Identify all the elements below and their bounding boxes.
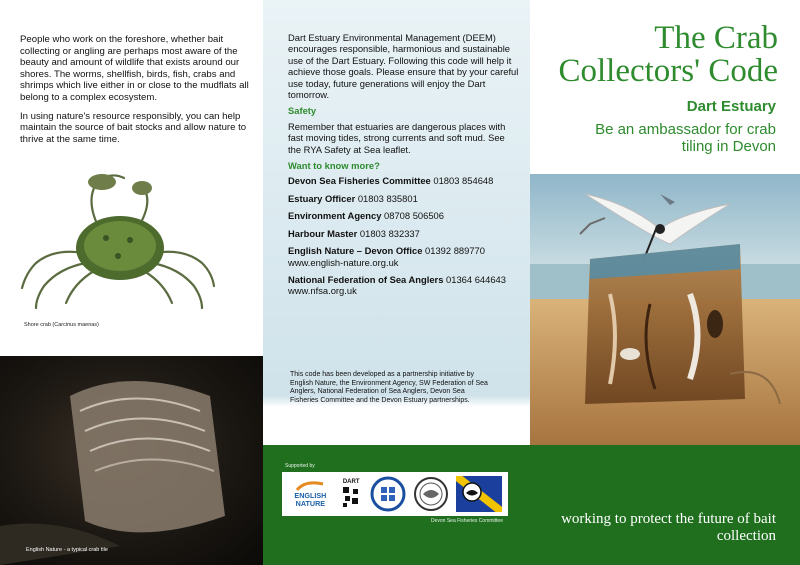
contact-name: Harbour Master bbox=[288, 227, 358, 239]
deem-intro: Dart Estuary Environmental Management (DEEM) encourages responsible, harmonious and sustainable use of the Dart Estuary. Following this code will help it achieve those goals. Please ensure that by your careful use today, future generations will enjoy the Dart tomorrow. bbox=[288, 32, 519, 101]
sea-fisheries-flag-logo bbox=[456, 475, 502, 513]
contact-website[interactable]: www.nfsa.org.uk bbox=[288, 285, 357, 297]
contact-name: Devon Sea Fisheries Committee bbox=[288, 175, 431, 187]
right-panel bbox=[530, 0, 800, 565]
fisheries-seal-logo bbox=[413, 475, 449, 513]
nfsa-logo bbox=[370, 475, 406, 513]
supporter-logos bbox=[282, 472, 508, 516]
contact-name: Estuary Officer bbox=[288, 192, 356, 204]
photo-caption: English Nature - a typical crab tile bbox=[26, 547, 108, 553]
fish-seal-icon bbox=[413, 476, 449, 512]
contact-website[interactable]: www.english-nature.org.uk bbox=[288, 256, 399, 268]
sea-fisheries-flag-icon bbox=[456, 476, 502, 512]
contact-entry bbox=[288, 210, 520, 221]
contact-entry bbox=[288, 175, 520, 186]
contact-name: Environment Agency bbox=[288, 210, 382, 222]
left-panel bbox=[0, 0, 263, 565]
nfsa-emblem-icon bbox=[370, 476, 406, 512]
slogan-band bbox=[530, 445, 800, 565]
crab-tile-photo bbox=[0, 356, 263, 565]
contact-phone: 01392 889770 bbox=[425, 245, 485, 257]
crab-caption: Shore crab (Carcinus maenas) bbox=[24, 322, 99, 328]
shore-crab-illustration bbox=[14, 168, 224, 318]
contact-name: English Nature – Devon Office bbox=[288, 245, 423, 257]
contact-phone: 01803 835801 bbox=[357, 192, 418, 204]
tagline: Be an ambassador for crab tiling in Devon bbox=[595, 121, 776, 155]
page-subtitle: Dart Estuary bbox=[686, 98, 776, 115]
intro-paragraph: People who work on the foreshore, whether bait collecting or angling are perhaps most aware of the beauty and amount of wildlife that exists around our shores. The worms, shellfish, birds, fish, crabs and shrimps which live either in or close to the mudflats all belong to a complex ecosystem. bbox=[20, 34, 249, 103]
page-title: The Crab Collectors' Code bbox=[558, 20, 778, 89]
code-info bbox=[288, 32, 520, 303]
estuary-cross-section-illustration bbox=[530, 174, 800, 445]
intro-paragraph: In using nature's resource responsibly, you can help maintain the source of bait stocks and allow nature to thrive at the same time. bbox=[20, 110, 247, 145]
contact-phone: 01803 854648 bbox=[433, 175, 494, 187]
more-info-heading: Want to know more? bbox=[288, 160, 380, 172]
english-nature-word-1: ENGLISH bbox=[294, 491, 327, 501]
contact-name: National Federation of Sea Anglers bbox=[288, 273, 444, 285]
contact-entry bbox=[288, 274, 520, 297]
partnership-note: This code has been developed as a partnership initiative by English Nature, the Environment Agency, SW Federation of Sea Anglers, National Federation of Sea Anglers, Devon Sea Fisheries Committee and the Devon Estuary partnerships. bbox=[290, 371, 488, 404]
english-nature-logo bbox=[288, 475, 332, 513]
sea-fisheries-caption: Devon Sea Fisheries Committee bbox=[431, 518, 503, 524]
dart-logo bbox=[339, 475, 363, 513]
intro-text bbox=[20, 34, 252, 152]
contact-entry bbox=[288, 245, 520, 268]
contact-entry bbox=[288, 228, 520, 239]
contact-entry bbox=[288, 193, 520, 204]
english-nature-word-2: NATURE bbox=[295, 499, 326, 508]
dart-pattern-icon bbox=[341, 485, 361, 509]
safety-heading: Safety bbox=[288, 105, 317, 117]
contact-phone: 08708 506506 bbox=[384, 210, 444, 222]
dart-logo-text: DART bbox=[342, 478, 360, 485]
contact-phone: 01364 644643 bbox=[446, 273, 506, 285]
supporters-band bbox=[263, 445, 530, 565]
middle-panel bbox=[263, 0, 530, 565]
supported-by-label: Supported by bbox=[285, 463, 315, 469]
crab-tile-image bbox=[0, 356, 263, 565]
slogan-text: working to protect the future of bait collection bbox=[561, 511, 776, 544]
safety-text: Remember that estuaries are dangerous places with fast moving tides, strong currents and soft mud. See the RYA Safety at Sea leaflet. bbox=[288, 120, 506, 155]
contact-phone: 01803 832337 bbox=[359, 227, 420, 239]
